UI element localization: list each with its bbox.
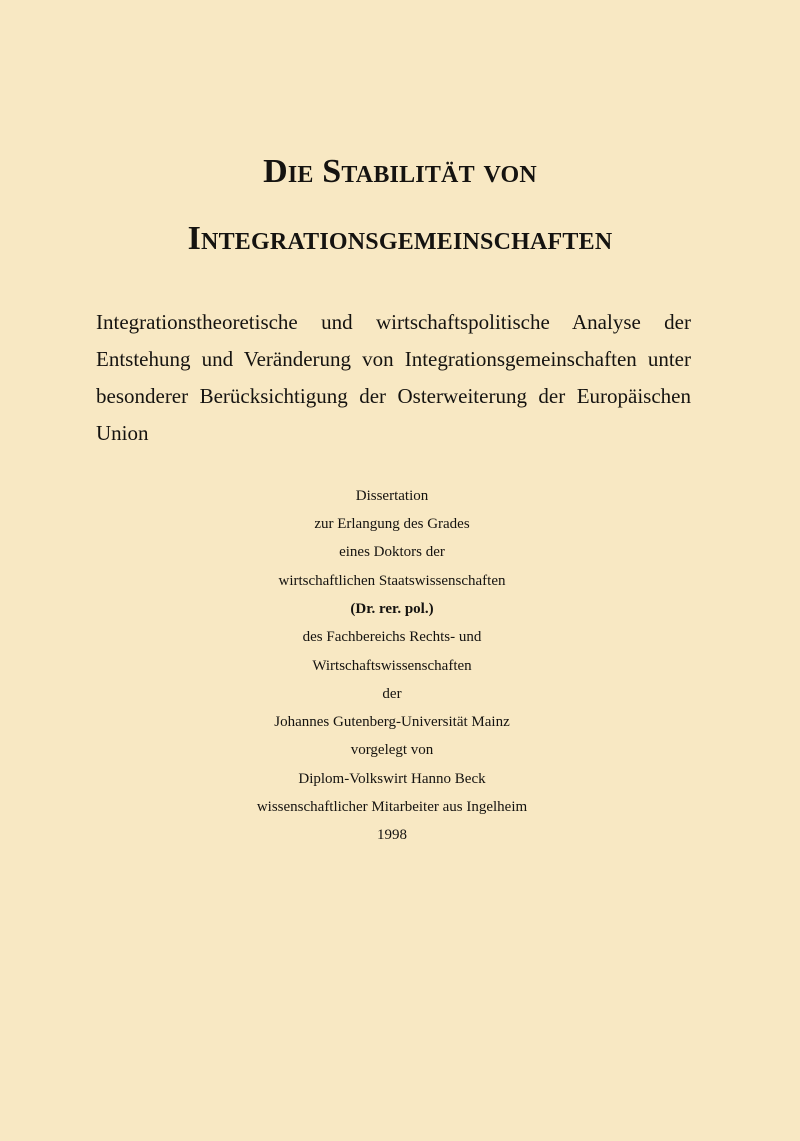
- title-line-1: Die Stabilität von: [263, 153, 537, 190]
- degree-abbreviation: (Dr. rer. pol.): [350, 601, 434, 617]
- author-position: wissenschaftlicher Mitarbeiter aus Ingelheim: [256, 799, 528, 815]
- faculty-line-2: Wirtschaftswissenschaften: [312, 658, 472, 674]
- faculty-line-1: des Fachbereichs Rechts- und: [302, 629, 482, 645]
- degree-doctor: eines Doktors der: [339, 544, 445, 560]
- title-line-2: Integrationsgemeinschaften: [187, 220, 613, 257]
- subtitle-line-1: Integrationstheoretische und wirtschaftspolitische Analyse der: [96, 310, 691, 334]
- subtitle-line-2: Entstehung und Veränderung von Integrationsgemeinschaften unter: [96, 347, 691, 371]
- university-name: Johannes Gutenberg-Universität Mainz: [274, 714, 510, 730]
- degree-purpose: zur Erlangung des Grades: [314, 516, 470, 532]
- submitted-by: vorgelegt von: [350, 742, 434, 758]
- degree-field: wirtschaftlichen Staatswissenschaften: [278, 573, 506, 589]
- faculty-der: der: [382, 686, 402, 702]
- subtitle-line-3: besonderer Berücksichtigung der Osterweiterung der Europäischen: [96, 384, 691, 408]
- subtitle-line-4: Union: [96, 421, 149, 445]
- dissertation-label: Dissertation: [355, 488, 429, 504]
- author-name: Diplom-Volkswirt Hanno Beck: [298, 771, 486, 787]
- year: 1998: [377, 827, 407, 843]
